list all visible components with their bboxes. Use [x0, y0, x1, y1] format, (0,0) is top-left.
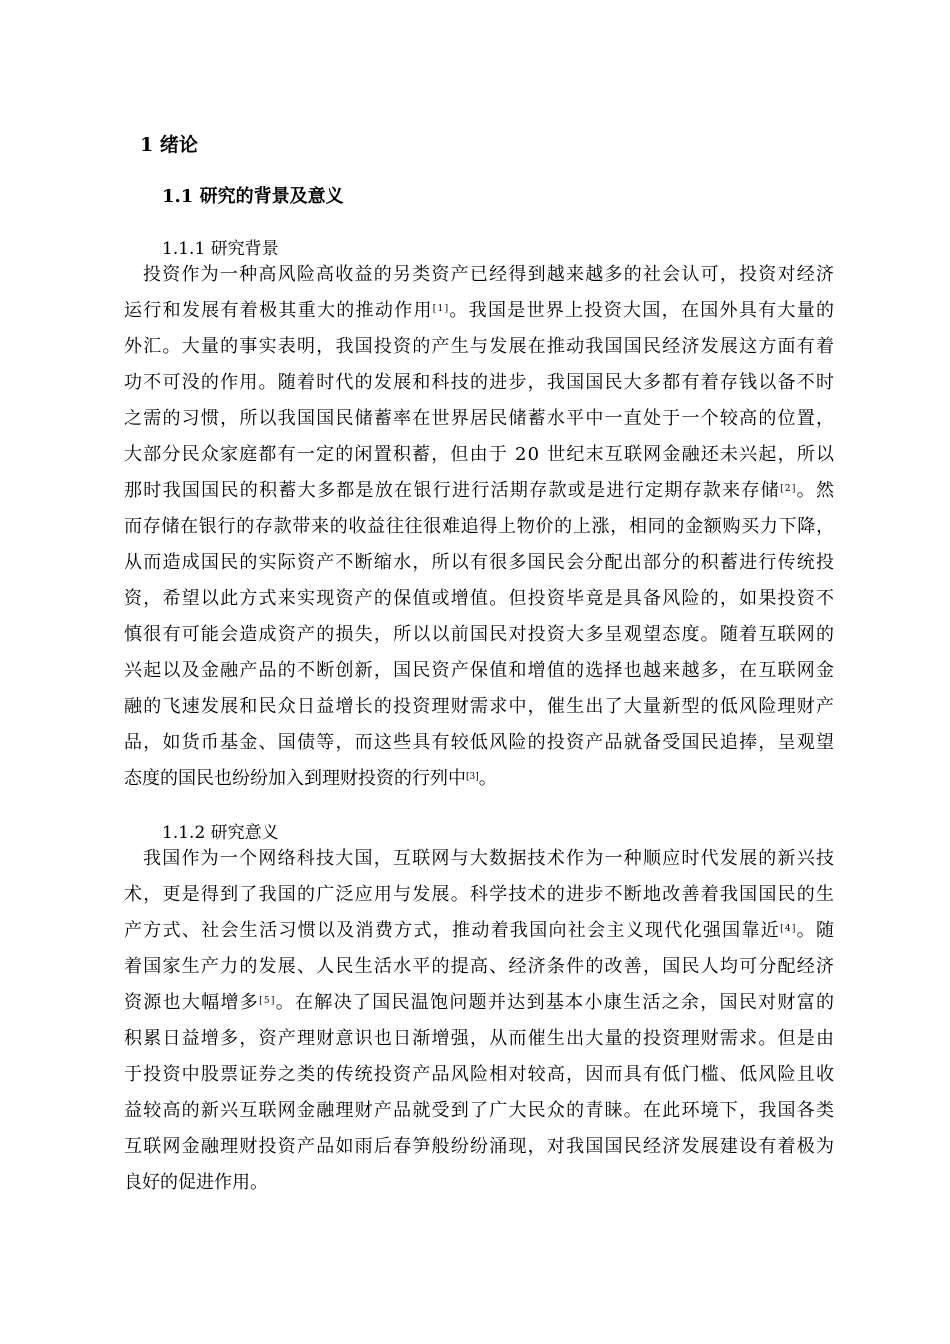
subsection-heading-background: 1.1.1 研究背景	[162, 239, 279, 259]
text-line	[124, 954, 835, 980]
line-text: 互联网金融理财投资产品如雨后春笋般纷纷涌现，对我国国民经济发展建设有着极为	[124, 1136, 836, 1157]
line-text: 从而造成国民的实际资产不断缩水，所以有很多国民会分配出部分的积蓄进行传统投	[124, 552, 836, 573]
line-text: 兴起以及金融产品的不断创新，国民资产保值和增值的选择也越来越多，在互联网金	[124, 660, 836, 681]
text-line	[124, 1170, 268, 1196]
line-text-after: 。	[478, 768, 497, 789]
text-line	[124, 1062, 835, 1088]
citation-ref: [1]	[432, 304, 450, 314]
line-text: 运行和发展有着极其重大的推动作用	[124, 300, 433, 321]
text-line	[124, 586, 835, 612]
line-text: 融的飞速发展和民众日益增长的投资理财需求中，催生出了大量新型的低风险理财产	[124, 696, 836, 717]
line-text: 慎很有可能会造成资产的损失，所以以前国民对投资大多呈观望态度。随着互联网的	[124, 624, 836, 645]
line-text: 资源也大幅增多	[124, 992, 260, 1013]
text-line	[143, 262, 835, 288]
line-text: 我国作为一个网络科技大国，互联网与大数据技术作为一种顺应时代发展的新兴技	[143, 848, 836, 869]
line-text: 态度的国民也纷纷加入到理财投资的行列中	[124, 768, 466, 789]
text-line	[124, 550, 835, 576]
line-text-after: 。在解决了国民温饱问题并达到基本小康生活之余，国民对财富的	[275, 992, 836, 1013]
line-text: 大部分民众家庭都有一定的闲置积蓄，但由于 20 世纪末互联网金融还未兴起，所以	[124, 444, 836, 465]
line-text-after: 。然	[796, 480, 836, 501]
text-line	[124, 694, 835, 720]
citation-ref: [5]	[259, 996, 276, 1006]
text-line	[124, 1098, 835, 1124]
citation-ref: [4]	[780, 924, 797, 934]
text-line	[124, 766, 497, 792]
chapter-title: 1 绪论	[140, 134, 198, 156]
text-line	[124, 730, 835, 756]
text-line	[124, 990, 835, 1016]
text-line	[124, 298, 835, 324]
text-line	[124, 658, 835, 684]
text-line	[124, 478, 835, 504]
line-text: 术，更是得到了我国的广泛应用与发展。科学技术的进步不断地改善着我国国民的生	[124, 884, 836, 905]
line-text: 良好的促进作用。	[124, 1172, 268, 1193]
line-text-after: 。我国是世界上投资大国，在国外具有大量的	[449, 300, 836, 321]
line-text: 外汇。大量的事实表明，我国投资的产生与发展在推动我国国民经济发展这方面有着	[124, 336, 836, 357]
text-line	[124, 442, 835, 468]
line-text: 而存储在银行的存款带来的收益往往很难追得上物价的上涨，相同的金额购买力下降，	[124, 516, 835, 537]
line-text: 功不可没的作用。随着时代的发展和科技的进步，我国国民大多都有着存钱以备不时	[124, 372, 836, 393]
citation-ref: [3]	[466, 772, 479, 782]
text-line	[124, 334, 835, 360]
subsection-heading-significance: 1.1.2 研究意义	[162, 823, 279, 843]
line-text: 产方式、社会生活习惯以及消费方式，推动着我国向社会主义现代化强国靠近	[124, 920, 781, 941]
line-text-after: 。随	[796, 920, 836, 941]
text-line	[124, 370, 835, 396]
text-line	[143, 846, 835, 872]
line-text: 积累日益增多，资产理财意识也日渐增强，从而催生出大量的投资理财需求。但是由	[124, 1028, 836, 1049]
line-text: 之需的习惯，所以我国国民储蓄率在世界居民储蓄水平中一直处于一个较高的位置，	[124, 408, 836, 429]
text-line	[124, 514, 835, 540]
line-text: 投资作为一种高风险高收益的另类资产已经得到越来越多的社会认可，投资对经济	[143, 264, 836, 285]
text-line	[124, 918, 835, 944]
text-line	[124, 406, 835, 432]
citation-ref: [2]	[780, 484, 797, 494]
line-text: 着国家生产力的发展、人民生活水平的提高、经济条件的改善，国民人均可分配经济	[124, 956, 836, 977]
text-line	[124, 882, 835, 908]
section-title: 1.1 研究的背景及意义	[162, 186, 344, 207]
line-text: 资，希望以此方式来实现资产的保值或增值。但投资毕竟是具备风险的，如果投资不	[124, 588, 836, 609]
text-line	[124, 1026, 835, 1052]
line-text: 品，如货币基金、国债等，而这些具有较低风险的投资产品就备受国民追捧，呈观望	[124, 732, 836, 753]
text-line	[124, 1134, 835, 1160]
text-line	[124, 622, 835, 648]
line-text: 于投资中股票证券之类的传统投资产品风险相对较高，因而具有低门槛、低风险且收	[124, 1064, 836, 1085]
line-text: 那时我国国民的积蓄大多都是放在银行进行活期存款或是进行定期存款来存储	[124, 480, 781, 501]
line-text: 益较高的新兴互联网金融理财产品就受到了广大民众的青睐。在此环境下，我国各类	[124, 1100, 836, 1121]
